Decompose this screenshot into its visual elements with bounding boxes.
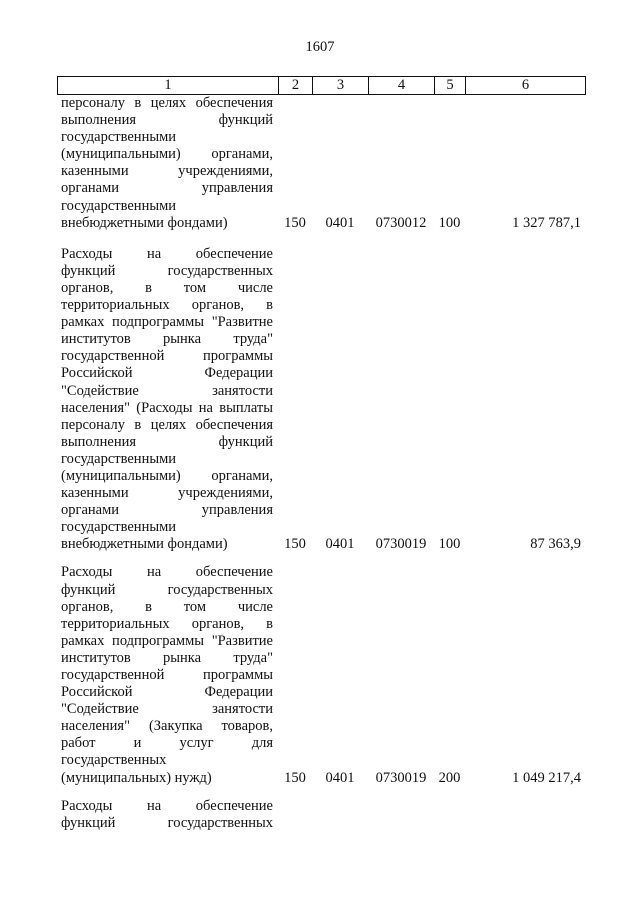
col-6-amount: 1 327 787,1 [512,214,581,231]
header-col-4: 4 [368,77,434,94]
description-line: персоналу в целях обеспечения [61,416,273,433]
description-line: населения" (Закупка товаров, [61,718,273,735]
table-row [57,95,586,246]
col-2-code: 150 [284,536,306,553]
description-line: казенными учреждениями, [61,485,273,502]
col-4-code [368,815,434,832]
col-6-amount: 87 363,9 [530,536,581,553]
description-line: институтов рынка труда" [61,331,273,348]
description-line: государственных [61,752,167,769]
col-6-amount [465,815,586,832]
description-line: государственными [61,129,177,146]
header-col-5: 5 [434,77,465,94]
table-row [57,798,586,843]
description-line: государственной программы [61,348,273,365]
description-line: государственной программы [61,667,273,683]
table-row [57,246,586,565]
description-line: рамках подпрограммы "Развитие [61,632,273,649]
col-6-amount: 1 049 217,4 [512,769,581,786]
description-line: Российской Федерации [61,365,273,382]
description-line: выполнения функций [61,112,273,129]
col-3-code: 0401 [325,769,355,786]
description-line: территориальных органов, в [61,615,273,632]
description-line: органов, в том числе [61,598,273,615]
description-line: Российской Федерации [61,684,273,701]
col-5-code: 100 [438,214,461,231]
description-line: Расходы на обеспечение [61,564,273,581]
description-cell [57,95,278,232]
description-line: внебюджетными фондами) [61,536,228,553]
description-cell [57,564,278,786]
col-4-code: 0730019 [375,536,427,553]
description-line: "Содействие занятости [61,382,273,399]
description-line: казенными учреждениями, [61,163,273,180]
description-line: внебюджетными фондами) [61,214,228,231]
header-col-6: 6 [465,77,585,94]
col-2-code [278,815,312,832]
table-header [57,76,586,95]
description-line: территориальных органов, в [61,297,273,314]
description-line: "Содействие занятости [61,701,273,718]
col-2-code: 150 [284,769,306,786]
description-cell [57,798,278,832]
description-line: органами управления [61,180,273,197]
description-line: (муниципальных) нужд) [61,769,212,786]
description-line: государственными [61,197,177,214]
col-5-code: 100 [438,536,461,553]
col-2-code: 150 [284,214,306,231]
col-3-code: 0401 [325,214,355,231]
description-line: населения" (Расходы на выплаты [61,399,273,416]
header-col-1: 1 [164,77,172,93]
description-line: функций государственных [61,814,273,831]
description-line: рамках подпрограммы "Развитне [61,314,273,331]
table-row [57,564,586,797]
description-line: функций государственных [61,262,273,279]
description-line: работ и услуг для [61,735,273,752]
header-col-2: 2 [278,77,312,94]
col-3-code: 0401 [325,536,355,553]
description-line: органов, в том числе [61,279,273,296]
description-line: (муниципальными) органами, [61,467,273,484]
table-body [57,95,586,843]
description-line: институтов рынка труда" [61,649,273,666]
description-line: государственными [61,450,177,467]
description-line: государственными [61,519,177,536]
col-4-code: 0730019 [375,769,427,786]
description-cell [57,246,278,554]
description-line: функций государственных [61,581,273,598]
col-5-code: 200 [438,769,461,786]
page-number: 1607 [305,39,335,55]
description-line: персоналу в целях обеспечения [61,95,273,111]
col-4-code: 0730012 [375,214,427,231]
description-line: Расходы на обеспечение [61,797,273,814]
description-line: выполнения функций [61,433,273,450]
col-3-code [312,815,368,832]
header-col-3: 3 [312,77,368,94]
description-line: органами управления [61,502,273,519]
description-line: (муниципальными) органами, [61,146,273,163]
description-line: Расходы на обеспечение [61,245,273,262]
col-5-code [434,815,465,832]
